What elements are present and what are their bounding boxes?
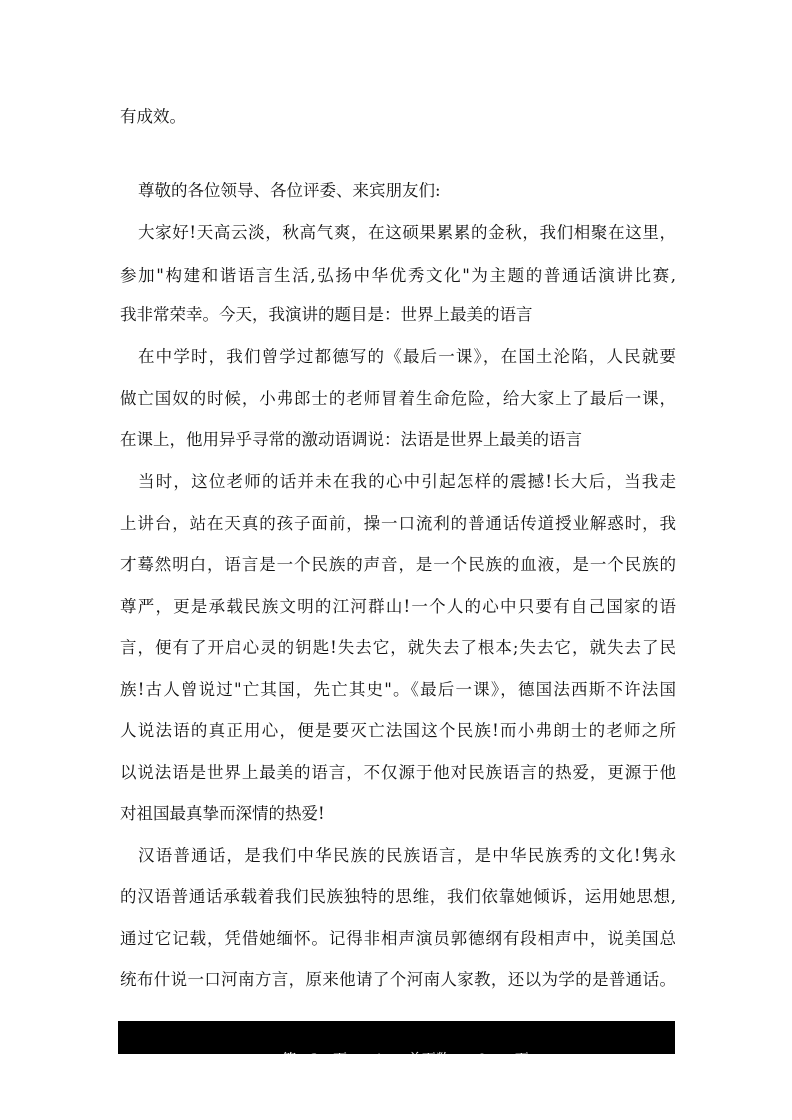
footer-separator: / bbox=[375, 1052, 380, 1068]
text-line: 我非常荣幸。今天，我演讲的题目是：世界上最美的语言 bbox=[120, 305, 533, 324]
footer-total-number: 9 bbox=[477, 1052, 487, 1068]
text-line: 统布什说一口河南方言，原来他请了个河南人家教，还以为学的是普通话。 bbox=[120, 970, 676, 989]
text-line: 通过它记载，凭借她缅怀。记得非相声演员郭德纲有段相声中，说美国总 bbox=[120, 929, 676, 948]
salutation-line: 尊敬的各位领导、各位评委、来宾朋友们: bbox=[138, 181, 441, 200]
page-footer bbox=[118, 1021, 675, 1068]
text-line: 言，便有了开启心灵的钥匙!失去它，就失去了根本;失去它，就失去了民 bbox=[120, 638, 676, 657]
text-line: 有成效。 bbox=[120, 107, 186, 126]
text-line: 做亡国奴的时候，小弗郎士的老师冒着生命危险，给大家上了最后一课， bbox=[120, 389, 676, 408]
text-line: 人说法语的真正用心，便是要灭亡法国这个民族!而小弗朗士的老师之所 bbox=[120, 721, 676, 740]
text-line: 族!古人曾说过"亡其国，先亡其史"。《最后一课》，德国法西斯不许法国 bbox=[120, 680, 676, 699]
text-line: 才蓦然明白，语言是一个民族的声音，是一个民族的血液，是一个民族的 bbox=[120, 555, 676, 574]
text-line: 在课上，他用异乎寻常的激动语调说：法语是世界上最美的语言 bbox=[120, 430, 582, 449]
text-line: 以说法语是世界上最美的语言，不仅源于他对民族语言的热爱，更源于他 bbox=[120, 763, 676, 782]
footer-page-unit: 页 bbox=[333, 1052, 348, 1068]
text-line: 尊严，更是承载民族文明的江河群山!一个人的心中只要有自己国家的语 bbox=[120, 597, 676, 616]
text-line: 在中学时，我们曾学过都德写的《最后一课》，在国土沦陷，人民就要 bbox=[138, 347, 676, 366]
text-line: 对祖国最真挚而深情的热爱! bbox=[120, 804, 325, 823]
text-line: 参加"构建和谐语言生活,弘扬中华优秀文化"为主题的普通话演讲比赛, bbox=[120, 266, 676, 285]
text-line: 上讲台，站在天真的孩子面前，操一口流利的普通话传道授业解惑时，我 bbox=[120, 514, 676, 533]
text-line: 大家好!天高云淡，秋高气爽，在这硕果累累的金秋，我们相聚在这里， bbox=[138, 223, 676, 242]
footer-total-unit: 页 bbox=[514, 1052, 529, 1068]
footer-page-label: 第 bbox=[282, 1052, 297, 1068]
text-line: 的汉语普通话承载着我们民族独特的思维，我们依靠她倾诉，运用她思想, bbox=[120, 887, 676, 906]
footer-page-number: 3 bbox=[310, 1052, 320, 1068]
footer-total-label: 总页数 bbox=[407, 1052, 450, 1068]
text-line: 汉语普通话，是我们中华民族的民族语言，是中华民族秀的文化!隽永 bbox=[138, 846, 676, 865]
text-line: 当时，这位老师的话并未在我的心中引起怎样的震撼!长大后，当我走 bbox=[138, 472, 676, 491]
